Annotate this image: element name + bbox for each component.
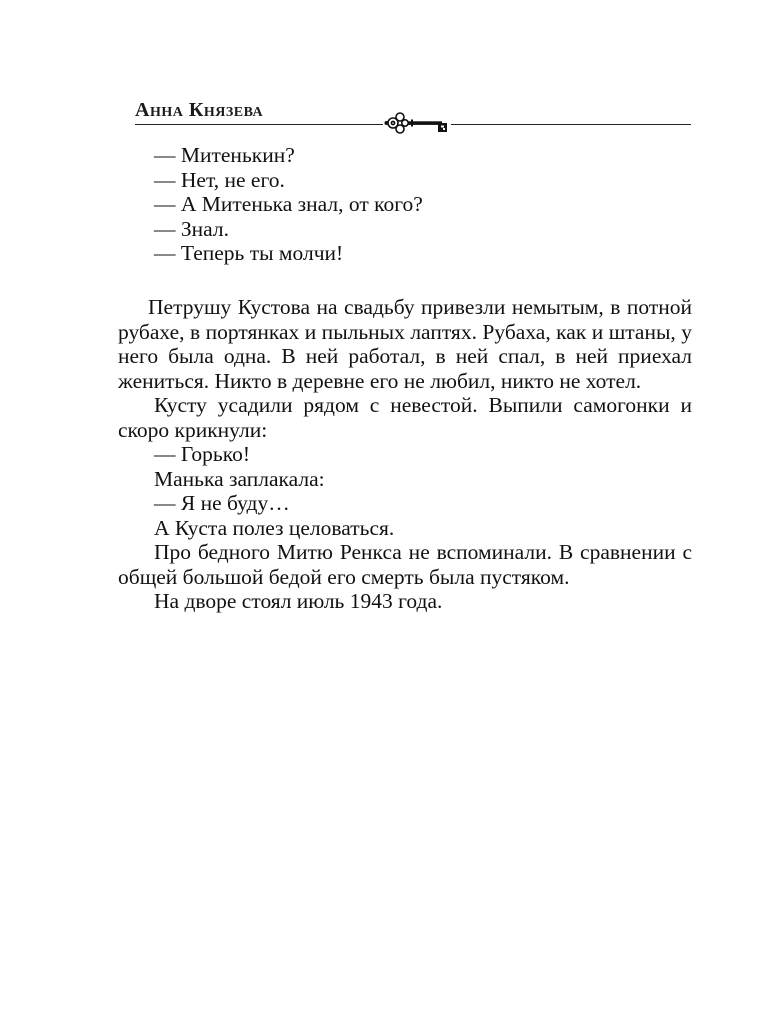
key-icon [383, 110, 451, 136]
paragraph: Кусту усадили рядом с невестой. Выпили самогонки и скоро крикнули: [118, 393, 692, 442]
paragraph: На дворе стоял июль 1943 года. [154, 589, 443, 613]
paragraph: Манька заплакала: [154, 466, 325, 491]
paragraph: — Горько! [154, 442, 250, 466]
prose-block [118, 295, 692, 614]
paragraph: — Я не буду… [154, 491, 290, 515]
dialog-line: — Теперь ты молчи! [154, 241, 344, 265]
dialog-line: — Знал. [154, 216, 229, 241]
running-head [135, 96, 691, 136]
dialog-line: — А Митенька знал, от кого? [154, 192, 423, 216]
dialog-line: — Митенькин? [154, 143, 295, 167]
author-name: Анна Князева [135, 99, 264, 121]
paragraph: Петрушу Кустова на свадьбу привезли немытым, в потной рубахе, в портянках и пыльных лаптях. Рубаха, как и штаны, у него была одна. В ней работал, в ней спал, в ней приехал жениться. Никто в деревне его не любил, никто не хотел. [118, 295, 692, 393]
dialog-block [118, 143, 692, 266]
paragraph: А Куста полез целоваться. [154, 515, 395, 540]
paragraph: Про бедного Митю Ренкса не вспоминали. В сравнении с общей большой бедой его смерть была пустяком. [118, 540, 692, 589]
dialog-line: — Нет, не его. [154, 167, 285, 192]
